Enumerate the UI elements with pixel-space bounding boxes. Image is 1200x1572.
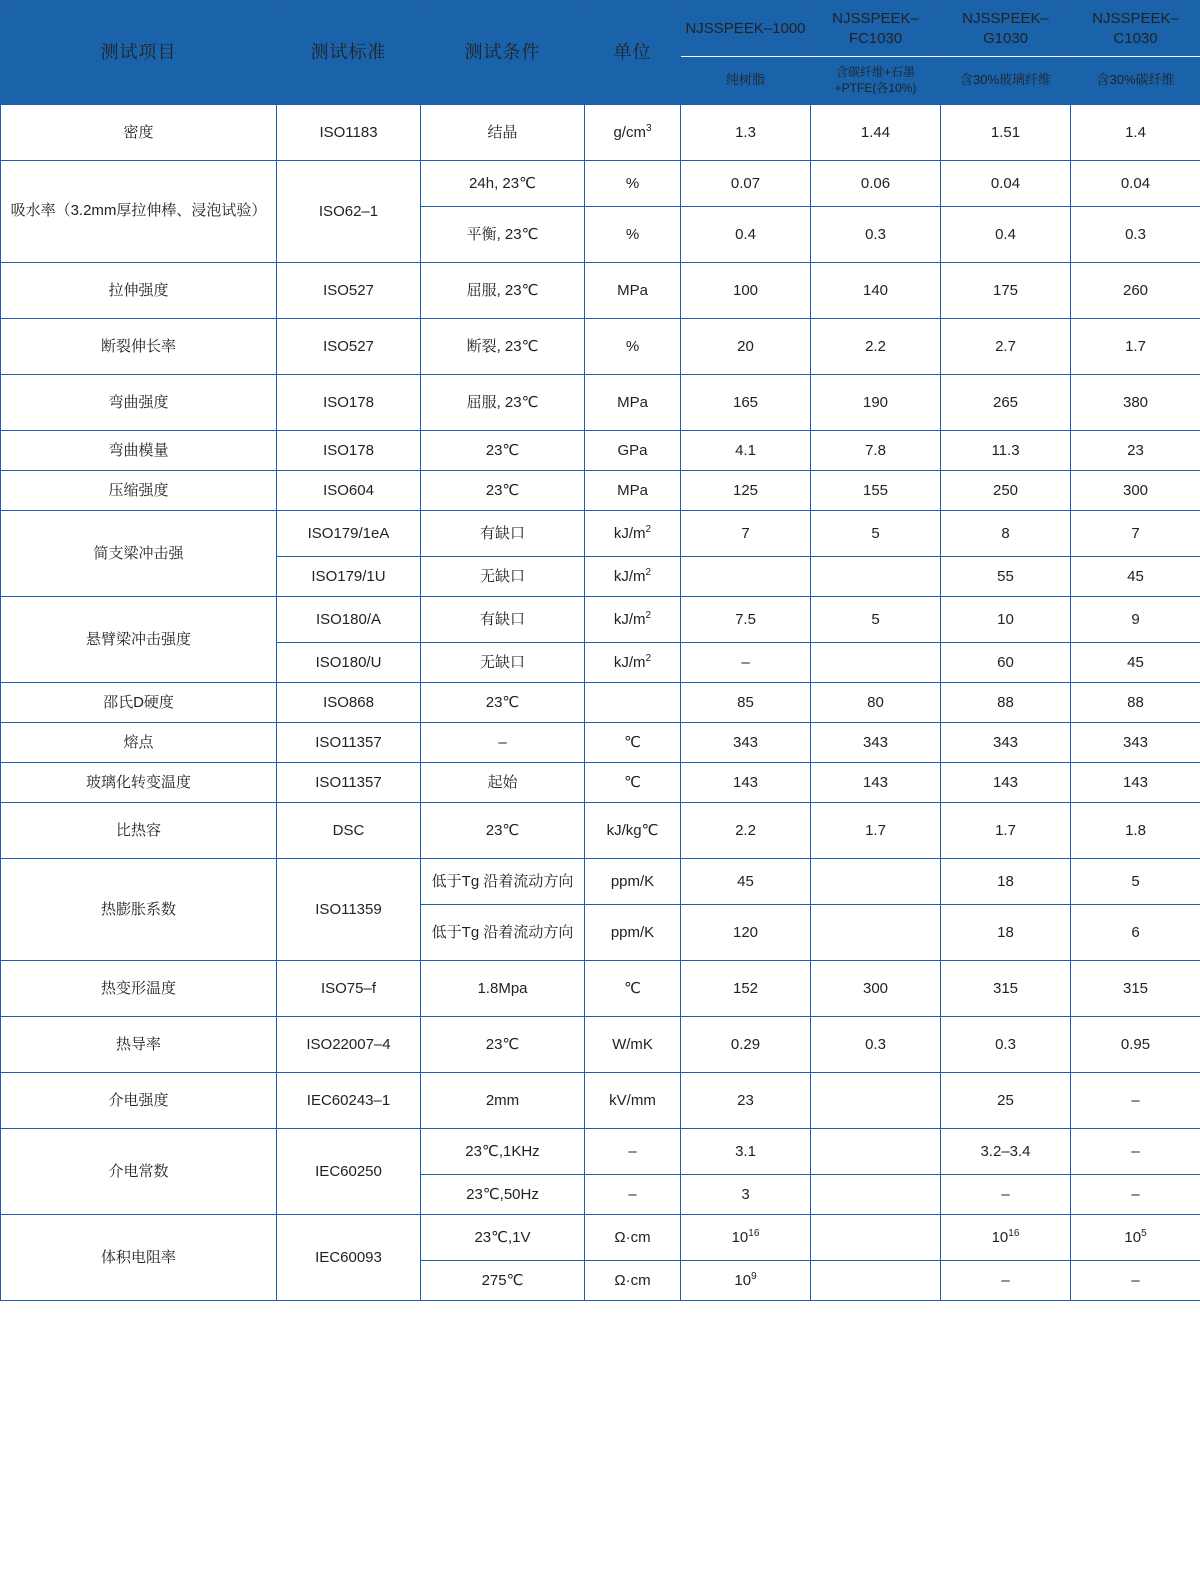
cell-value-product-1: 1.3 bbox=[681, 105, 811, 161]
header-product-3-name: NJSSPEEK–G1030 bbox=[941, 1, 1071, 57]
cell-test-item: 比热容 bbox=[1, 803, 277, 859]
cell-test-item: 弯曲模量 bbox=[1, 431, 277, 471]
cell-test-standard: ISO527 bbox=[277, 263, 421, 319]
cell-value-product-3: 343 bbox=[941, 723, 1071, 763]
cell-value-product-2: 155 bbox=[811, 471, 941, 511]
cell-unit: ppm/K bbox=[585, 905, 681, 961]
cell-test-item: 弯曲强度 bbox=[1, 375, 277, 431]
cell-unit: $g/cm^3$ bbox=[585, 105, 681, 161]
cell-value-product-2: 0.3 bbox=[811, 207, 941, 263]
cell-value-product-2: 5 bbox=[811, 597, 941, 643]
cell-test-condition: 23℃,1KHz bbox=[421, 1129, 585, 1175]
cell-value-product-4: 1.7 bbox=[1071, 319, 1200, 375]
header-product-1-name: NJSSPEEK–1000 bbox=[681, 1, 811, 57]
cell-unit bbox=[585, 683, 681, 723]
cell-value-product-2 bbox=[811, 557, 941, 597]
table-row bbox=[1, 859, 1200, 905]
cell-test-standard: ISO178 bbox=[277, 431, 421, 471]
cell-value-product-1: – bbox=[681, 643, 811, 683]
cell-test-standard: ISO527 bbox=[277, 319, 421, 375]
cell-value-product-4: 300 bbox=[1071, 471, 1200, 511]
cell-value-product-3: 250 bbox=[941, 471, 1071, 511]
cell-value-product-2 bbox=[811, 905, 941, 961]
header-standard: 测试标准 bbox=[277, 1, 421, 105]
cell-test-standard: IEC60250 bbox=[277, 1129, 421, 1215]
table-row bbox=[1, 803, 1200, 859]
cell-value-product-2: 80 bbox=[811, 683, 941, 723]
cell-value-product-3: – bbox=[941, 1175, 1071, 1215]
cell-value-product-2 bbox=[811, 1215, 941, 1261]
cell-value-product-3: 1.51 bbox=[941, 105, 1071, 161]
cell-value-product-1: 7 bbox=[681, 511, 811, 557]
header-product-1-desc: 纯树脂 bbox=[681, 57, 811, 105]
cell-unit: MPa bbox=[585, 471, 681, 511]
table-body bbox=[1, 105, 1200, 1301]
cell-value-product-2 bbox=[811, 643, 941, 683]
table-row bbox=[1, 1129, 1200, 1175]
cell-unit: MPa bbox=[585, 263, 681, 319]
cell-test-condition: 1.8Mpa bbox=[421, 961, 585, 1017]
cell-test-standard: ISO180/U bbox=[277, 643, 421, 683]
cell-value-product-2: 343 bbox=[811, 723, 941, 763]
cell-value-product-4: 45 bbox=[1071, 557, 1200, 597]
cell-value-product-4: – bbox=[1071, 1175, 1200, 1215]
table-row bbox=[1, 1073, 1200, 1129]
cell-test-standard: ISO11359 bbox=[277, 859, 421, 961]
table-row bbox=[1, 683, 1200, 723]
cell-value-product-3: 0.3 bbox=[941, 1017, 1071, 1073]
cell-value-product-1: 45 bbox=[681, 859, 811, 905]
cell-test-standard: DSC bbox=[277, 803, 421, 859]
cell-value-product-2: 143 bbox=[811, 763, 941, 803]
cell-test-standard: IEC60093 bbox=[277, 1215, 421, 1301]
cell-test-condition: 屈服, 23℃ bbox=[421, 375, 585, 431]
table-row bbox=[1, 1215, 1200, 1261]
cell-value-product-3: $10^{16}$ bbox=[941, 1215, 1071, 1261]
cell-test-item: 拉伸强度 bbox=[1, 263, 277, 319]
cell-value-product-4: 0.95 bbox=[1071, 1017, 1200, 1073]
cell-test-item: 压缩强度 bbox=[1, 471, 277, 511]
cell-unit: $kJ/m^2$ bbox=[585, 643, 681, 683]
header-row-top bbox=[1, 1, 1200, 57]
cell-test-condition: 23℃ bbox=[421, 471, 585, 511]
cell-value-product-4: 0.04 bbox=[1071, 161, 1200, 207]
cell-value-product-1: 0.4 bbox=[681, 207, 811, 263]
cell-value-product-4: 143 bbox=[1071, 763, 1200, 803]
header-product-2-name: NJSSPEEK–FC1030 bbox=[811, 1, 941, 57]
header-item: 测试项目 bbox=[1, 1, 277, 105]
cell-test-condition: 有缺口 bbox=[421, 597, 585, 643]
cell-unit: Ω·cm bbox=[585, 1215, 681, 1261]
cell-test-item: 简支梁冲击强 bbox=[1, 511, 277, 597]
cell-value-product-2 bbox=[811, 1073, 941, 1129]
cell-test-standard: ISO178 bbox=[277, 375, 421, 431]
cell-value-product-3: 55 bbox=[941, 557, 1071, 597]
cell-test-condition: 24h, 23℃ bbox=[421, 161, 585, 207]
cell-value-product-3: 265 bbox=[941, 375, 1071, 431]
table-row bbox=[1, 1017, 1200, 1073]
cell-value-product-1: 0.29 bbox=[681, 1017, 811, 1073]
cell-value-product-4: – bbox=[1071, 1129, 1200, 1175]
cell-value-product-4: 6 bbox=[1071, 905, 1200, 961]
cell-value-product-2: 1.44 bbox=[811, 105, 941, 161]
cell-unit: ℃ bbox=[585, 961, 681, 1017]
cell-value-product-1: $10^{16}$ bbox=[681, 1215, 811, 1261]
cell-test-condition: 23℃ bbox=[421, 803, 585, 859]
cell-value-product-2: 190 bbox=[811, 375, 941, 431]
cell-unit: kJ/kg℃ bbox=[585, 803, 681, 859]
header-product-4-name: NJSSPEEK–C1030 bbox=[1071, 1, 1200, 57]
cell-test-item: 热导率 bbox=[1, 1017, 277, 1073]
cell-value-product-1: 0.07 bbox=[681, 161, 811, 207]
cell-test-standard: ISO179/1U bbox=[277, 557, 421, 597]
cell-unit: – bbox=[585, 1129, 681, 1175]
cell-test-condition: 结晶 bbox=[421, 105, 585, 161]
cell-test-condition: 23℃,50Hz bbox=[421, 1175, 585, 1215]
cell-test-condition: 23℃ bbox=[421, 431, 585, 471]
cell-value-product-4: $10^5$ bbox=[1071, 1215, 1200, 1261]
cell-test-condition: 无缺口 bbox=[421, 557, 585, 597]
cell-value-product-3: 18 bbox=[941, 859, 1071, 905]
cell-value-product-2 bbox=[811, 1129, 941, 1175]
cell-value-product-4: – bbox=[1071, 1073, 1200, 1129]
table-header bbox=[1, 1, 1200, 105]
cell-value-product-4: 1.4 bbox=[1071, 105, 1200, 161]
cell-unit: % bbox=[585, 207, 681, 263]
cell-value-product-1: 3.1 bbox=[681, 1129, 811, 1175]
cell-unit: kV/mm bbox=[585, 1073, 681, 1129]
cell-test-condition: 23℃,1V bbox=[421, 1215, 585, 1261]
cell-value-product-1: 2.2 bbox=[681, 803, 811, 859]
cell-value-product-1: 152 bbox=[681, 961, 811, 1017]
table-row bbox=[1, 263, 1200, 319]
cell-value-product-1: 7.5 bbox=[681, 597, 811, 643]
cell-value-product-2: 2.2 bbox=[811, 319, 941, 375]
cell-value-product-3: 2.7 bbox=[941, 319, 1071, 375]
cell-test-standard: ISO11357 bbox=[277, 723, 421, 763]
cell-value-product-3: 143 bbox=[941, 763, 1071, 803]
cell-value-product-1: 143 bbox=[681, 763, 811, 803]
cell-value-product-2: 0.06 bbox=[811, 161, 941, 207]
cell-unit: $kJ/m^2$ bbox=[585, 557, 681, 597]
table-row bbox=[1, 511, 1200, 557]
cell-value-product-1: 85 bbox=[681, 683, 811, 723]
cell-test-condition: 断裂, 23℃ bbox=[421, 319, 585, 375]
table-row bbox=[1, 961, 1200, 1017]
cell-unit: Ω·cm bbox=[585, 1261, 681, 1301]
table-row bbox=[1, 105, 1200, 161]
cell-value-product-2: 1.7 bbox=[811, 803, 941, 859]
cell-test-item: 热变形温度 bbox=[1, 961, 277, 1017]
cell-test-item: 熔点 bbox=[1, 723, 277, 763]
header-product-2-desc: 含碳纤维+石墨+PTFE(各10%) bbox=[811, 57, 941, 105]
cell-value-product-1: 3 bbox=[681, 1175, 811, 1215]
cell-value-product-2: 140 bbox=[811, 263, 941, 319]
table-row bbox=[1, 161, 1200, 207]
cell-test-standard: ISO868 bbox=[277, 683, 421, 723]
cell-test-item: 吸水率（3.2mm厚拉伸棒、浸泡试验） bbox=[1, 161, 277, 263]
cell-value-product-4: 9 bbox=[1071, 597, 1200, 643]
cell-test-condition: 23℃ bbox=[421, 1017, 585, 1073]
table-row bbox=[1, 763, 1200, 803]
table-row bbox=[1, 319, 1200, 375]
cell-value-product-1: 23 bbox=[681, 1073, 811, 1129]
cell-value-product-2: 0.3 bbox=[811, 1017, 941, 1073]
cell-value-product-4: 88 bbox=[1071, 683, 1200, 723]
cell-value-product-1: 125 bbox=[681, 471, 811, 511]
cell-test-condition: 低于Tg 沿着流动方向 bbox=[421, 859, 585, 905]
cell-value-product-3: 10 bbox=[941, 597, 1071, 643]
cell-value-product-2: 300 bbox=[811, 961, 941, 1017]
cell-test-condition: 屈服, 23℃ bbox=[421, 263, 585, 319]
cell-value-product-3: 60 bbox=[941, 643, 1071, 683]
cell-test-item: 介电强度 bbox=[1, 1073, 277, 1129]
cell-unit: ℃ bbox=[585, 723, 681, 763]
cell-unit: % bbox=[585, 161, 681, 207]
cell-test-condition: 无缺口 bbox=[421, 643, 585, 683]
cell-value-product-4: 5 bbox=[1071, 859, 1200, 905]
cell-value-product-3: 0.04 bbox=[941, 161, 1071, 207]
cell-test-condition: – bbox=[421, 723, 585, 763]
cell-value-product-4: 380 bbox=[1071, 375, 1200, 431]
cell-unit: ppm/K bbox=[585, 859, 681, 905]
cell-value-product-4: 7 bbox=[1071, 511, 1200, 557]
header-condition: 测试条件 bbox=[421, 1, 585, 105]
cell-test-standard: ISO11357 bbox=[277, 763, 421, 803]
cell-unit: GPa bbox=[585, 431, 681, 471]
cell-test-item: 玻璃化转变温度 bbox=[1, 763, 277, 803]
cell-test-item: 邵氏D硬度 bbox=[1, 683, 277, 723]
cell-unit: % bbox=[585, 319, 681, 375]
cell-test-item: 密度 bbox=[1, 105, 277, 161]
cell-test-standard: ISO22007–4 bbox=[277, 1017, 421, 1073]
cell-value-product-2: 5 bbox=[811, 511, 941, 557]
cell-unit: $kJ/m^2$ bbox=[585, 597, 681, 643]
cell-unit: W/mK bbox=[585, 1017, 681, 1073]
cell-test-condition: 平衡, 23℃ bbox=[421, 207, 585, 263]
cell-test-condition: 有缺口 bbox=[421, 511, 585, 557]
cell-value-product-3: 25 bbox=[941, 1073, 1071, 1129]
cell-value-product-3: 88 bbox=[941, 683, 1071, 723]
cell-value-product-3: 0.4 bbox=[941, 207, 1071, 263]
cell-unit: – bbox=[585, 1175, 681, 1215]
cell-value-product-3: 18 bbox=[941, 905, 1071, 961]
cell-test-item: 体积电阻率 bbox=[1, 1215, 277, 1301]
cell-test-standard: ISO180/A bbox=[277, 597, 421, 643]
table-row bbox=[1, 375, 1200, 431]
cell-value-product-2 bbox=[811, 1175, 941, 1215]
cell-test-item: 悬臂梁冲击强度 bbox=[1, 597, 277, 683]
cell-value-product-3: 3.2–3.4 bbox=[941, 1129, 1071, 1175]
cell-value-product-1: 20 bbox=[681, 319, 811, 375]
cell-unit: ℃ bbox=[585, 763, 681, 803]
header-product-3-desc: 含30%玻璃纤维 bbox=[941, 57, 1071, 105]
cell-value-product-3: 1.7 bbox=[941, 803, 1071, 859]
cell-value-product-1: 4.1 bbox=[681, 431, 811, 471]
cell-test-condition: 低于Tg 沿着流动方向 bbox=[421, 905, 585, 961]
cell-value-product-4: 1.8 bbox=[1071, 803, 1200, 859]
cell-test-item: 断裂伸长率 bbox=[1, 319, 277, 375]
cell-test-standard: IEC60243–1 bbox=[277, 1073, 421, 1129]
cell-value-product-1: 165 bbox=[681, 375, 811, 431]
cell-value-product-2: 7.8 bbox=[811, 431, 941, 471]
cell-value-product-4: 260 bbox=[1071, 263, 1200, 319]
cell-test-standard: ISO1183 bbox=[277, 105, 421, 161]
cell-test-item: 介电常数 bbox=[1, 1129, 277, 1215]
cell-value-product-1: $10^9$ bbox=[681, 1261, 811, 1301]
cell-value-product-3: 315 bbox=[941, 961, 1071, 1017]
cell-test-standard: ISO62–1 bbox=[277, 161, 421, 263]
cell-test-condition: 2mm bbox=[421, 1073, 585, 1129]
cell-value-product-3: – bbox=[941, 1261, 1071, 1301]
cell-value-product-1: 343 bbox=[681, 723, 811, 763]
cell-test-condition: 起始 bbox=[421, 763, 585, 803]
cell-value-product-4: 45 bbox=[1071, 643, 1200, 683]
header-unit: 单位 bbox=[585, 1, 681, 105]
cell-value-product-1: 100 bbox=[681, 263, 811, 319]
cell-unit: MPa bbox=[585, 375, 681, 431]
cell-value-product-2 bbox=[811, 859, 941, 905]
cell-test-standard: ISO75–f bbox=[277, 961, 421, 1017]
cell-value-product-2 bbox=[811, 1261, 941, 1301]
header-product-4-desc: 含30%碳纤维 bbox=[1071, 57, 1200, 105]
cell-test-standard: ISO179/1eA bbox=[277, 511, 421, 557]
cell-value-product-1 bbox=[681, 557, 811, 597]
cell-value-product-4: 315 bbox=[1071, 961, 1200, 1017]
table-row bbox=[1, 471, 1200, 511]
table-row bbox=[1, 431, 1200, 471]
cell-test-item: 热膨胀系数 bbox=[1, 859, 277, 961]
cell-test-standard: ISO604 bbox=[277, 471, 421, 511]
table-row bbox=[1, 597, 1200, 643]
cell-value-product-3: 175 bbox=[941, 263, 1071, 319]
cell-value-product-4: 23 bbox=[1071, 431, 1200, 471]
cell-unit: $kJ/m^2$ bbox=[585, 511, 681, 557]
table-row bbox=[1, 723, 1200, 763]
cell-test-condition: 23℃ bbox=[421, 683, 585, 723]
cell-test-condition: 275℃ bbox=[421, 1261, 585, 1301]
cell-value-product-4: 0.3 bbox=[1071, 207, 1200, 263]
cell-value-product-3: 8 bbox=[941, 511, 1071, 557]
cell-value-product-1: 120 bbox=[681, 905, 811, 961]
cell-value-product-3: 11.3 bbox=[941, 431, 1071, 471]
cell-value-product-4: – bbox=[1071, 1261, 1200, 1301]
cell-value-product-4: 343 bbox=[1071, 723, 1200, 763]
